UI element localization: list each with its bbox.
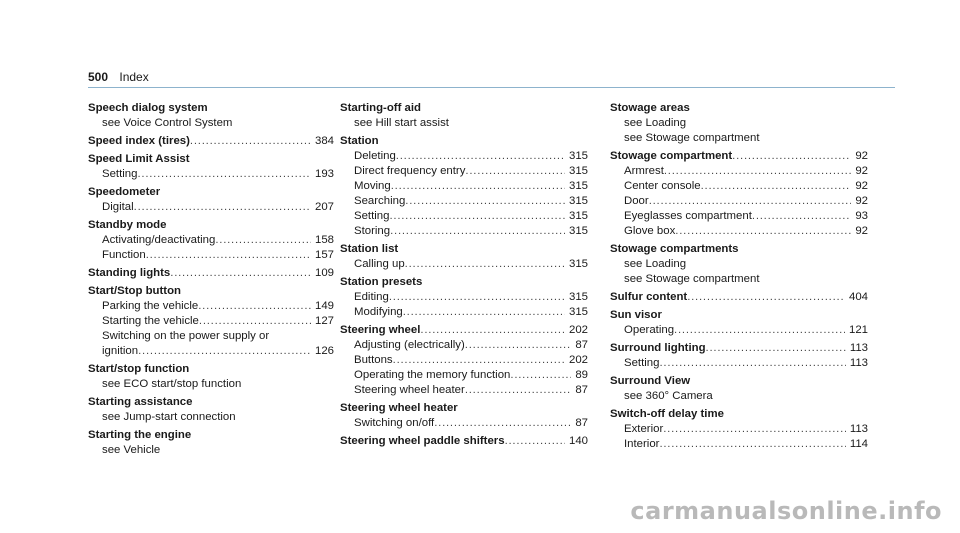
entry-heading-line: [340, 134, 588, 149]
subentry-label: Setting: [354, 210, 390, 222]
index-entry: [610, 290, 868, 305]
leader-dots: [215, 233, 311, 248]
entry-heading-line: [88, 266, 334, 281]
cross-reference[interactable]: see Jump-start connection: [102, 411, 236, 423]
entry-heading-line: [88, 395, 334, 410]
index-entry: [88, 362, 334, 392]
index-entry: [340, 401, 588, 431]
page-ref[interactable]: 92: [855, 195, 868, 207]
page-ref[interactable]: 202: [568, 354, 588, 366]
subentry-label: Searching: [354, 195, 406, 207]
index-entry: [340, 275, 588, 320]
leader-dots: [675, 224, 851, 239]
subentry-line: [340, 164, 588, 179]
entry-heading-label: Surround lighting: [610, 342, 706, 354]
subentry-line: [88, 314, 334, 329]
cross-reference[interactable]: see Loading: [624, 117, 687, 129]
leader-dots: [138, 344, 311, 359]
index-entry: [88, 101, 334, 131]
entry-heading-line: [340, 434, 588, 449]
index-entry: [610, 242, 868, 287]
page-ref[interactable]: 315: [568, 195, 588, 207]
subentry-label: Operating: [624, 324, 675, 336]
page-ref[interactable]: 315: [568, 225, 588, 237]
entry-heading-line: [610, 374, 868, 389]
cross-reference[interactable]: see Stowage compartment: [624, 273, 760, 285]
entry-heading-line: [88, 134, 334, 149]
leader-dots: [137, 167, 311, 182]
leader-dots: [405, 257, 565, 272]
index-column-2: [340, 101, 588, 452]
subentry-label: Interior: [624, 438, 660, 450]
entry-heading-label: Standing lights: [88, 267, 171, 279]
entry-heading-label: Sun visor: [610, 309, 662, 321]
index-entry: [610, 407, 868, 452]
entry-heading-label: Standby mode: [88, 219, 167, 231]
entry-heading-line: [88, 284, 334, 299]
watermark-logo: carmanualsonline.info: [630, 497, 942, 525]
subentry-label: Starting the vehicle: [102, 315, 199, 327]
page-ref[interactable]: 113: [849, 342, 868, 354]
leader-dots: [393, 353, 565, 368]
leader-dots: [146, 248, 311, 263]
index-entry: [340, 134, 588, 239]
subentry-label: Activating/deactivating: [102, 234, 216, 246]
entry-heading-label: Starting the engine: [88, 429, 192, 441]
subentry-line: [340, 209, 588, 224]
entry-heading-line: [610, 341, 868, 356]
entry-heading-label: Stowage compartments: [610, 243, 739, 255]
entry-heading-label: Station: [340, 135, 379, 147]
leader-dots: [420, 323, 565, 338]
index-entry: [340, 101, 588, 131]
entry-heading-label: Sulfur content: [610, 291, 688, 303]
subentry-line: [340, 194, 588, 209]
subentry-line: [88, 248, 334, 263]
leader-dots: [706, 341, 846, 356]
subentry-line: [88, 344, 334, 359]
page-header: [88, 70, 149, 84]
index-entry: [340, 323, 588, 398]
page-ref[interactable]: 114: [849, 438, 868, 450]
entry-heading-line: [610, 101, 868, 116]
entry-heading-label: Speedometer: [88, 186, 161, 198]
subentry-label: Editing: [354, 291, 389, 303]
page-ref[interactable]: 157: [314, 249, 334, 261]
leader-dots: [505, 434, 565, 449]
entry-heading-line: [88, 218, 334, 233]
subentry-line: [340, 353, 588, 368]
entry-heading-line: [88, 185, 334, 200]
leader-dots: [659, 437, 845, 452]
leader-dots: [510, 368, 571, 383]
subentry-line: [610, 422, 868, 437]
page-ref[interactable]: 92: [855, 225, 868, 237]
subentry-label: Deleting: [354, 150, 396, 162]
index-entry: [340, 434, 588, 449]
index-entry: [610, 341, 868, 371]
entry-heading-line: [610, 290, 868, 305]
cross-reference[interactable]: see ECO start/stop function: [102, 378, 242, 390]
subentry-label: Storing: [354, 225, 391, 237]
entry-heading-label: Stowage areas: [610, 102, 690, 114]
index-entry: [88, 152, 334, 182]
leader-dots: [664, 164, 851, 179]
subentry-line: [610, 356, 868, 371]
entry-heading-label: Steering wheel paddle shifters: [340, 435, 505, 447]
page-ref[interactable]: 89: [575, 369, 588, 381]
subentry-line: [610, 164, 868, 179]
subentry-line: [340, 338, 588, 353]
entry-heading-line: [88, 362, 334, 377]
page-ref[interactable]: 92: [855, 165, 868, 177]
entry-heading-label: Start/stop function: [88, 363, 190, 375]
leader-dots: [198, 299, 311, 314]
index-entry: [88, 185, 334, 215]
subentry-label: Operating the memory function: [354, 369, 511, 381]
page-number: 500: [88, 70, 109, 84]
page-ref[interactable]: 207: [314, 201, 334, 213]
entry-heading-label: Speed Limit Assist: [88, 153, 190, 165]
subentry-line: [340, 179, 588, 194]
subentry-label: Setting: [102, 168, 138, 180]
header-divider: [88, 87, 895, 88]
subentry-label: Glove box: [624, 225, 676, 237]
entry-heading-line: [340, 323, 588, 338]
leader-dots: [465, 164, 565, 179]
subentry-label: Parking the vehicle: [102, 300, 199, 312]
entry-heading-label: Steering wheel: [340, 324, 421, 336]
entry-heading-label: Speed index (tires): [88, 135, 190, 147]
leader-dots: [389, 290, 565, 305]
leader-dots: [390, 224, 565, 239]
leader-dots: [396, 149, 565, 164]
subentry-label: Calling up: [354, 258, 405, 270]
header-title: Index: [119, 70, 149, 84]
entry-heading-line: [610, 308, 868, 323]
index-entry: [88, 266, 334, 281]
entry-heading-line: [610, 242, 868, 257]
index-column-1: [88, 101, 334, 461]
subentry-line: [88, 167, 334, 182]
subentry-label: ignition: [102, 345, 139, 357]
page-ref[interactable]: 315: [568, 180, 588, 192]
subentry-label: Setting: [624, 357, 660, 369]
cross-reference[interactable]: see Hill start assist: [354, 117, 449, 129]
leader-dots: [701, 179, 852, 194]
index-entry: [88, 428, 334, 458]
entry-heading-label: Speech dialog system: [88, 102, 208, 114]
cross-reference[interactable]: see Loading: [624, 258, 687, 270]
page-ref[interactable]: 87: [575, 339, 588, 351]
entry-heading-label: Steering wheel heater: [340, 402, 458, 414]
page-ref[interactable]: 113: [849, 423, 868, 435]
index-entry: [88, 395, 334, 425]
page-ref[interactable]: 193: [314, 168, 334, 180]
leader-dots: [190, 134, 311, 149]
subentry-line: [610, 209, 868, 224]
leader-dots: [687, 290, 845, 305]
leader-dots: [465, 338, 572, 353]
subentry-label: Center console: [624, 180, 701, 192]
page-ref[interactable]: 109: [314, 267, 334, 279]
index-entry: [610, 308, 868, 338]
subentry-line: [610, 224, 868, 239]
page-ref[interactable]: 140: [568, 435, 588, 447]
entry-heading-line: [610, 407, 868, 422]
subentry-line: [610, 179, 868, 194]
subentry-label: Moving: [354, 180, 391, 192]
leader-dots: [434, 416, 571, 431]
subentry-label: Door: [624, 195, 649, 207]
subentry-line: [610, 323, 868, 338]
entry-heading-line: [88, 428, 334, 443]
entry-heading-label: Station presets: [340, 276, 423, 288]
index-entry: [88, 134, 334, 149]
cross-reference[interactable]: see 360° Camera: [624, 390, 713, 402]
subentry-line: [88, 233, 334, 248]
cross-reference[interactable]: see Voice Control System: [102, 117, 233, 129]
subentry-line: [340, 149, 588, 164]
leader-dots: [752, 209, 851, 224]
subentry-line: [88, 299, 334, 314]
page-ref[interactable]: 404: [848, 291, 868, 303]
index-entry: [88, 218, 334, 263]
entry-heading-label: Station list: [340, 243, 399, 255]
entry-heading-line: [340, 275, 588, 290]
page-ref[interactable]: 92: [855, 150, 868, 162]
page-ref[interactable]: 87: [575, 417, 588, 429]
page-ref[interactable]: 315: [568, 210, 588, 222]
page-ref[interactable]: 92: [855, 180, 868, 192]
leader-dots: [663, 422, 846, 437]
subentry-label: Steering wheel heater: [354, 384, 465, 396]
subentry-line: [340, 305, 588, 320]
cross-reference[interactable]: see Stowage compartment: [624, 132, 760, 144]
page-ref[interactable]: 126: [314, 345, 334, 357]
page-ref[interactable]: 315: [568, 306, 588, 318]
leader-dots: [465, 383, 572, 398]
page-ref[interactable]: 315: [568, 165, 588, 177]
page-ref[interactable]: 93: [855, 210, 868, 222]
entry-heading-line: [610, 149, 868, 164]
subentry-line: [88, 200, 334, 215]
page-ref[interactable]: 113: [849, 357, 868, 369]
cross-reference[interactable]: see Vehicle: [102, 444, 161, 456]
index-column-3: [610, 101, 868, 455]
leader-dots: [732, 149, 851, 164]
page-ref[interactable]: 158: [314, 234, 334, 246]
subentry-line: [610, 437, 868, 452]
entry-heading-line: [340, 101, 588, 116]
index-entry: [610, 149, 868, 239]
page-ref[interactable]: 127: [314, 315, 334, 327]
entry-heading-label: Switch-off delay time: [610, 408, 724, 420]
leader-dots: [649, 194, 852, 209]
page-ref[interactable]: 315: [568, 291, 588, 303]
index-entry: [610, 374, 868, 404]
subentry-label: Switching on/off: [354, 417, 435, 429]
leader-dots: [170, 266, 311, 281]
subentry-line: [340, 224, 588, 239]
subentry-label: Exterior: [624, 423, 664, 435]
entry-heading-line: [88, 152, 334, 167]
entry-heading-line: [340, 401, 588, 416]
entry-heading-label: Stowage compartment: [610, 150, 733, 162]
page-ref[interactable]: 87: [575, 384, 588, 396]
subentry-line: [610, 194, 868, 209]
leader-dots: [199, 314, 311, 329]
subentry-label: Function: [102, 249, 146, 261]
subentry-label: Adjusting (electrically): [354, 339, 465, 351]
subentry-label: Switching on the power supply or: [102, 330, 270, 342]
subentry-label: Modifying: [354, 306, 403, 318]
subentry-line: [340, 416, 588, 431]
subentry-label: Armrest: [624, 165, 664, 177]
leader-dots: [389, 209, 565, 224]
subentry-line: [340, 383, 588, 398]
subentry-line: [340, 290, 588, 305]
index-entry: [340, 242, 588, 272]
page-ref[interactable]: 315: [568, 150, 588, 162]
page-ref[interactable]: 315: [568, 258, 588, 270]
subentry-label: Direct frequency entry: [354, 165, 466, 177]
page-ref[interactable]: 121: [848, 324, 868, 336]
entry-heading-line: [340, 242, 588, 257]
entry-heading-label: Starting assistance: [88, 396, 193, 408]
entry-heading-label: Start/Stop button: [88, 285, 182, 297]
page-ref[interactable]: 384: [314, 135, 334, 147]
subentry-label: Buttons: [354, 354, 393, 366]
index-entry: [88, 284, 334, 359]
leader-dots: [674, 323, 845, 338]
leader-dots: [391, 179, 565, 194]
leader-dots: [134, 200, 311, 215]
subentry-label: Digital: [102, 201, 134, 213]
subentry-line: [340, 368, 588, 383]
page-ref[interactable]: 202: [568, 324, 588, 336]
page-ref[interactable]: 149: [314, 300, 334, 312]
entry-heading-line: [88, 101, 334, 116]
entry-heading-label: Starting-off aid: [340, 102, 421, 114]
subentry-label: Eyeglasses compartment: [624, 210, 752, 222]
leader-dots: [405, 194, 565, 209]
leader-dots: [403, 305, 565, 320]
leader-dots: [659, 356, 845, 371]
entry-heading-label: Surround View: [610, 375, 691, 387]
subentry-line: [340, 257, 588, 272]
index-entry: [610, 101, 868, 146]
